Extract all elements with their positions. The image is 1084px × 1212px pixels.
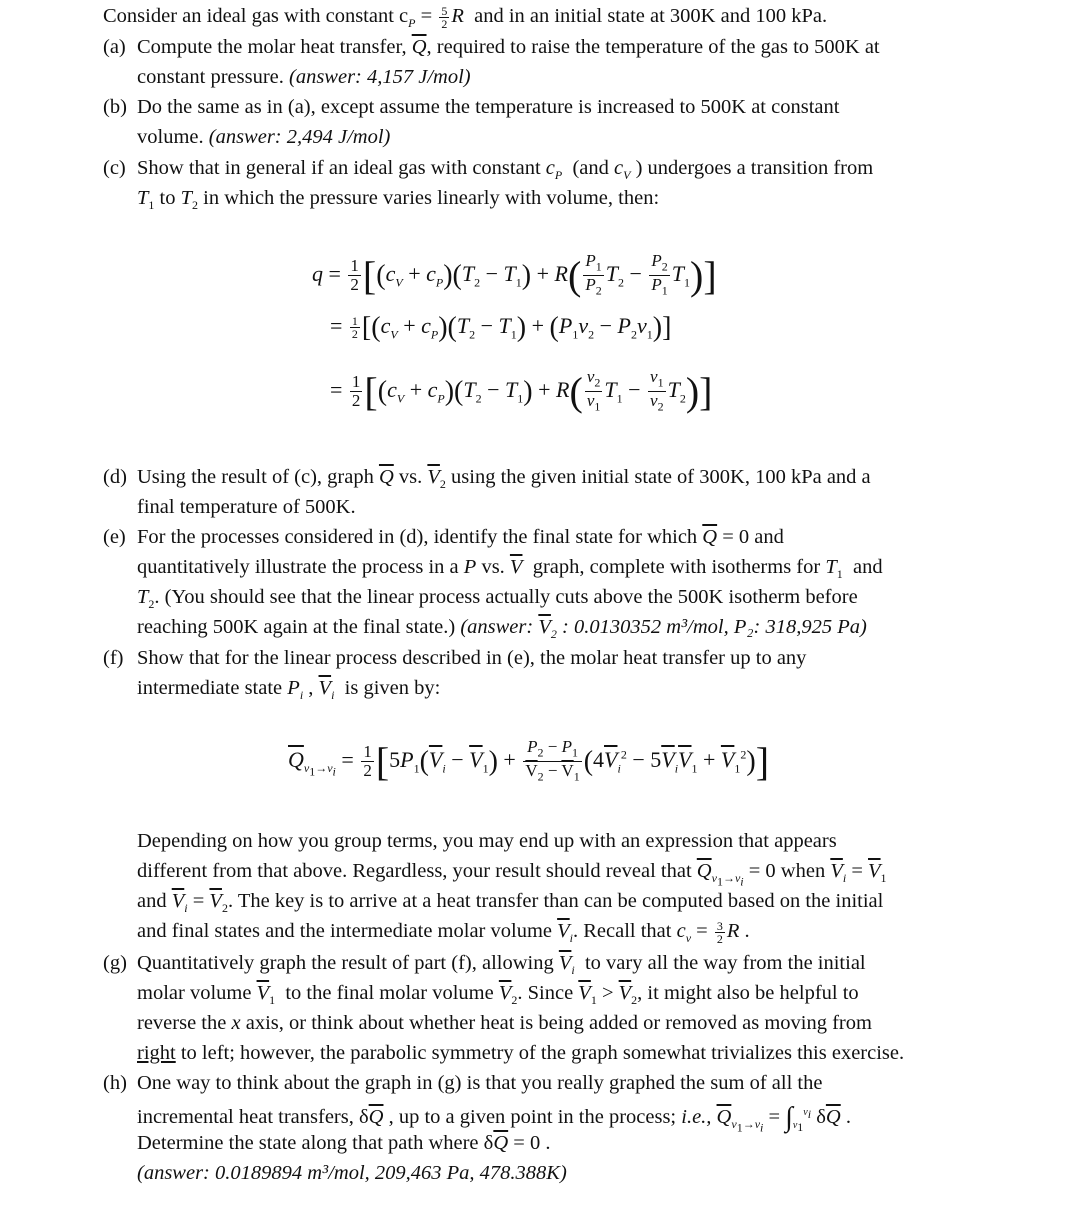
part-f-line1: Show that for the linear process described in (e), the molar heat transfer up to any xyxy=(137,647,807,669)
part-c-label: (c) xyxy=(103,157,126,179)
part-e-label: (e) xyxy=(103,526,126,548)
part-f-para4: and final states and the intermediate molar volume $\overline{V}_i$. Recall that $c_v$ = $\frac{3}{2}$ R . xyxy=(137,918,750,946)
part-f-para1: Depending on how you group terms, you may end up with an expression that appears xyxy=(137,830,837,852)
equation-c-line2: = $\frac{1}{2}$ $[(c_V + c_P)(T_2 - T_1) + (P_1v_2 - P_2v_1)]$ xyxy=(330,311,672,343)
intro-line: Consider an ideal gas with constant $c_P$ = $\frac{5}{2}$ R and in an initial state at 300K and 100 kPa. xyxy=(103,3,828,31)
part-c-line1: Show that in general if an ideal gas with constant $c_P$ (and $c_V$ ) undergoes a transition from xyxy=(137,157,874,183)
equation-f: $\overline{Q}_{v_1\to v_i}$ = $\frac{1}{2}$ [$5P_1(\overline{V}_i - \overline{V}_1)$ + $\frac{P_2 - P_1}{\overline{V}_2 - \overline{V}_1}$ $(4\overline{V}_i^2 - 5\overline{V}_i\overline{V}_1 + \overline{V}_1^2)$] xyxy=(288,737,770,784)
part-g-label: (g) xyxy=(103,952,127,974)
part-f-label: (f) xyxy=(103,647,124,669)
part-g-line2: molar volume $\overline{V}_1$ to the final molar volume $\overline{V}_2$. Since $\overline{V}_1 > \overline{V}_2$, it might also be helpful to xyxy=(137,982,859,1008)
part-a-line1: Compute the molar heat transfer, $\overline{Q}$, required to raise the temperature of the gas to 500K at xyxy=(137,36,880,58)
part-a-label: (a) xyxy=(103,36,126,58)
part-b-line2: volume. (answer: 2,494 J/mol) xyxy=(137,126,391,148)
part-g-line3: reverse the x axis, or think about whether heat is being added or removed as moving from xyxy=(137,1012,872,1034)
part-b-answer: (answer: 2,494 J/mol) xyxy=(208,126,391,148)
intro-text: Consider an ideal gas with constant c xyxy=(103,5,409,27)
part-b-line1: Do the same as in (a), except assume the temperature is increased to 500K at constant xyxy=(137,96,840,118)
part-e-line2: quantitatively illustrate the process in a P vs. $\overline{V}$ graph, complete with isotherms for $T_1$ and xyxy=(137,556,883,582)
part-h-label: (h) xyxy=(103,1072,127,1094)
part-g-line1: Quantitatively graph the result of part (f), allowing $\overline{V}_i$ to vary all the way from the initial xyxy=(137,952,866,978)
part-c-line2: $T_1$ to $T_2$ in which the pressure varies linearly with volume, then: xyxy=(137,187,660,213)
intro-tail: and in an initial state at 300K and 100 kPa. xyxy=(474,5,828,27)
part-b-label: (b) xyxy=(103,96,127,118)
part-d-line2: final temperature of 500K. xyxy=(137,496,356,518)
equation-c-line1: q = $\frac{1}{2}$ [$(c_V + c_P)(T_2 - T_1) + R$( $\frac{P_1}{P_2}$ $T_2$ − $\frac{P_2}{P_1}$ $T_1$)] xyxy=(312,251,717,298)
part-a-line2: constant pressure. (answer: 4,157 J/mol) xyxy=(137,66,471,88)
part-d-line1: Using the result of (c), graph $\overline{Q}$ vs. $\overline{V}_2$ using the given initial state of 300K, 100 kPa and a xyxy=(137,466,871,492)
part-e-answer: (answer: $\overline{V}_2$ : 0.0130352 m³/mol, P₂: 318,925 Pa) xyxy=(460,616,867,642)
part-a-answer: (answer: 4,157 J/mol) xyxy=(289,66,471,88)
part-g-line4: right to left; however, the parabolic symmetry of the graph somewhat trivializes this exercise. xyxy=(137,1042,905,1064)
part-h-line1: One way to think about the graph in (g) is that you really graphed the sum of all the xyxy=(137,1072,823,1094)
part-f-para3: and $\overline{V}_i = \overline{V}_2$. The key is to arrive at a heat transfer than can be computed based on the initial xyxy=(137,890,884,916)
part-f-line2: intermediate state $P_i$ , $\overline{V}_i$ is given by: xyxy=(137,677,441,703)
part-d-label: (d) xyxy=(103,466,127,488)
part-e-line4: reaching 500K again at the final state.) (answer: $\overline{V}_2$ : 0.0130352 m³/mol, P₂: 318,925 Pa) xyxy=(137,616,867,642)
part-h-answer: (answer: 0.0189894 m³/mol, 209,463 Pa, 478.388K) xyxy=(137,1162,567,1184)
part-f-para2: different from that above. Regardless, your result should reveal that $\overline{Q}_{v_1\to v_i} = 0$ when $\overline{V}_i = \overline{V}_1$ xyxy=(137,860,887,889)
equation-c-line3: = $\frac{1}{2}$ [$(c_V + c_P)(T_2 - T_1) + R$( $\frac{v_2}{v_1}$ $T_1$ − $\frac{v_1}{v_2}$ $T_2$)] xyxy=(330,367,713,414)
part-e-line3: $T_2$. (You should see that the linear process actually cuts above the 500K isotherm before xyxy=(137,586,858,612)
part-h-line3: Determine the state along that path where $\delta\overline{Q} = 0$ . xyxy=(137,1132,551,1154)
part-h-line2: incremental heat transfers, $\delta\overline{Q}$ , up to a given point in the process; i.e., $\overline{Q}_{v_1\to v_i} = \int_{v_1}^{v_i}$ $\delta\overline{Q}$ . xyxy=(137,1102,851,1135)
part-e-line1: For the processes considered in (d), identify the final state for which $\overline{Q} = 0$ and xyxy=(137,526,784,548)
